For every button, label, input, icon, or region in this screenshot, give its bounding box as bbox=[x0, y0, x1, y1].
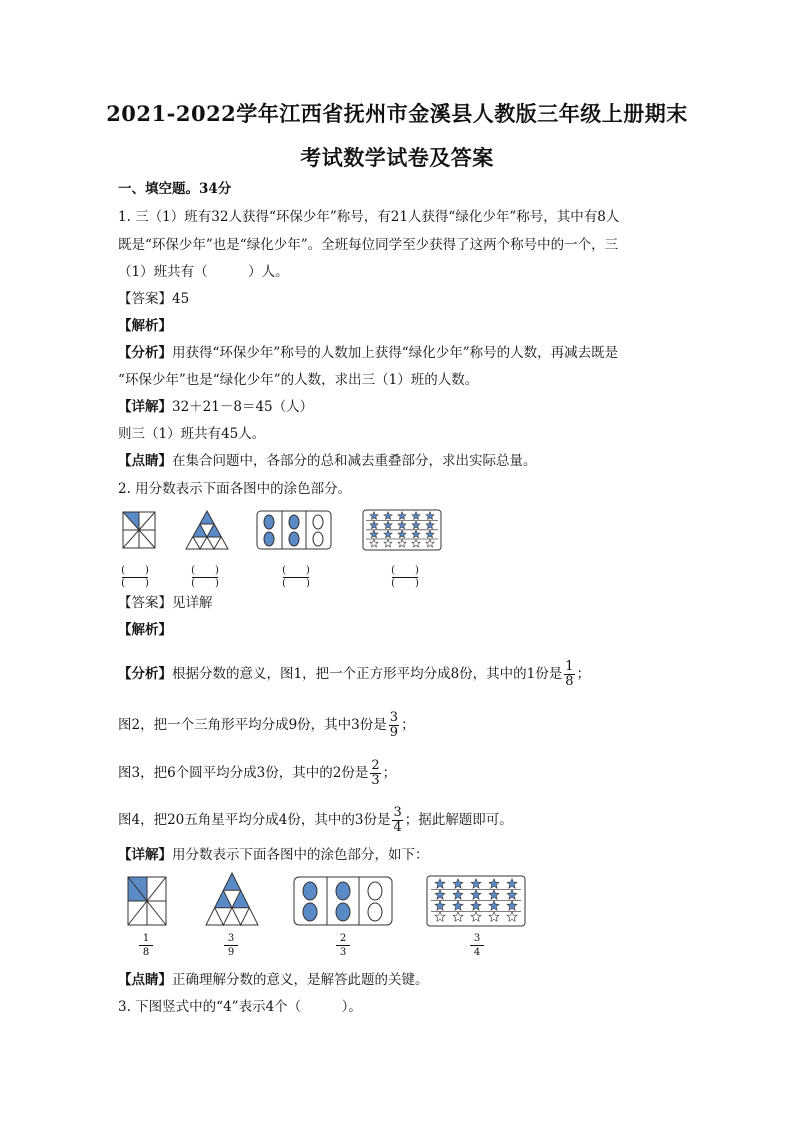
unshaded-star-icon bbox=[398, 539, 406, 547]
shaded-star-icon bbox=[398, 521, 406, 529]
q1-stem-line1: 1. 三（1）班有32人获得“环保少年”称号，有21人获得“绿化少年”称号，其中有8人 bbox=[118, 209, 620, 225]
q2-detail-fig2-triangle bbox=[205, 872, 259, 926]
shaded-star-icon bbox=[453, 879, 463, 888]
shaded-star-icon bbox=[398, 530, 406, 538]
q3-stem: 3. 下图竖式中的“4”表示4个（ ）。 bbox=[118, 999, 362, 1015]
unshaded-star-icon bbox=[489, 912, 499, 921]
unshaded-star-icon bbox=[507, 912, 517, 921]
unshaded-star-icon bbox=[435, 912, 445, 921]
q2-fig1-square bbox=[122, 511, 156, 549]
unshaded-star-icon bbox=[453, 912, 463, 921]
q2-fig3-circles bbox=[256, 510, 332, 550]
shaded-star-icon bbox=[453, 890, 463, 899]
shaded-star-icon bbox=[426, 512, 434, 520]
q2-detail-frac-1: 1 8 bbox=[136, 933, 156, 958]
q1-dianjing bbox=[118, 452, 537, 470]
q1-fenxi-line2: “环保少年”也是“绿化少年”的人数，求出三（1）班的人数。 bbox=[118, 372, 479, 388]
dianjing-text: 正确理解分数的意义，是解答此题的关键。 bbox=[172, 972, 429, 988]
q2-stem: 2. 用分数表示下面各图中的涂色部分。 bbox=[118, 481, 352, 497]
shaded-star-icon bbox=[412, 521, 420, 529]
q2-analysis-label: 【解析】 bbox=[118, 622, 172, 638]
shaded-star-icon bbox=[507, 901, 517, 910]
q2-blank-4[interactable]: ( ) ( ) bbox=[391, 565, 419, 589]
page-title-line1: 2021-2022学年江西省抚州市金溪县人教版三年级上册期末 bbox=[106, 101, 688, 126]
q1-fenxi-line1 bbox=[118, 344, 618, 362]
q2-fig2-triangle bbox=[185, 510, 229, 550]
shaded-star-icon bbox=[426, 530, 434, 538]
shaded-star-icon bbox=[471, 879, 481, 888]
q2-detail-fig3-circles bbox=[293, 876, 393, 926]
q1-analysis-label: 【解析】 bbox=[118, 318, 172, 334]
q2-detail-frac-2: 3 9 bbox=[221, 933, 241, 958]
page-title-line2: 考试数学试卷及答案 bbox=[300, 145, 494, 170]
fraction-3-4: $\frac{3}{4}$ bbox=[393, 805, 402, 835]
shaded-star-icon bbox=[370, 512, 378, 520]
shaded-star-icon bbox=[435, 890, 445, 899]
shaded-star-icon bbox=[370, 530, 378, 538]
q2-detail-fig1-square bbox=[127, 876, 167, 926]
q2-detail-frac-4: 3 4 bbox=[467, 933, 487, 958]
q2-fig4-stars bbox=[362, 509, 442, 551]
unshaded-star-icon bbox=[471, 912, 481, 921]
q2-fenxi-line4: 图4，把20五角星平均分成4份，其中的3份是 $\frac{3}{4}$ ；据此解题即可。 bbox=[118, 805, 513, 835]
fraction-1-8: $\frac{1}{8}$ bbox=[565, 659, 574, 689]
fenxi-text: 根据分数的意义，图1，把一个正方形平均分成8份，其中的1份是 bbox=[172, 666, 563, 682]
unshaded-star-icon bbox=[370, 539, 378, 547]
shaded-star-icon bbox=[489, 901, 499, 910]
dianjing-text: 在集合问题中，各部分的总和减去重叠部分，求出实际总量。 bbox=[172, 453, 537, 469]
q2-detail-fig4-stars bbox=[426, 875, 526, 927]
fraction-2-3: $\frac{2}{3}$ bbox=[371, 758, 380, 788]
q2-blank-2[interactable]: ( ) ( ) bbox=[191, 565, 219, 589]
dianjing-tag: 【点睛】 bbox=[118, 453, 172, 469]
q2-fenxi-line3: 图3，把6个圆平均分成3份，其中的2份是 $\frac{2}{3}$ ； bbox=[118, 758, 397, 788]
shaded-star-icon bbox=[507, 890, 517, 899]
shaded-star-icon bbox=[384, 530, 392, 538]
fenxi-text: 用获得“环保少年”称号的人数加上获得“绿化少年”称号的人数，再减去既是 bbox=[172, 345, 619, 361]
shaded-star-icon bbox=[412, 512, 420, 520]
q1-conclusion: 则三（1）班共有45人。 bbox=[118, 426, 266, 442]
shaded-star-icon bbox=[471, 890, 481, 899]
shaded-star-icon bbox=[412, 530, 420, 538]
unshaded-star-icon bbox=[384, 539, 392, 547]
q2-answer: 【答案】见详解 bbox=[118, 595, 213, 611]
fenxi-tag: 【分析】 bbox=[118, 345, 172, 361]
shaded-star-icon bbox=[384, 521, 392, 529]
shaded-star-icon bbox=[453, 901, 463, 910]
xiangjie-tag: 【详解】 bbox=[118, 399, 172, 415]
shaded-star-icon bbox=[370, 521, 378, 529]
shaded-star-icon bbox=[435, 901, 445, 910]
fraction-3-9: $\frac{3}{9}$ bbox=[389, 710, 399, 740]
shaded-star-icon bbox=[471, 901, 481, 910]
q2-xiangjie bbox=[118, 846, 429, 864]
shaded-star-icon bbox=[507, 879, 517, 888]
xiangjie-tag: 【详解】 bbox=[118, 847, 172, 863]
shaded-star-icon bbox=[398, 512, 406, 520]
q1-stem-line2: 既是“环保少年”也是“绿化少年”。全班每位同学至少获得了这两个称号中的一个，三 bbox=[118, 237, 619, 253]
xiangjie-text: 32＋21－8＝45（人） bbox=[172, 399, 314, 415]
shaded-star-icon bbox=[435, 879, 445, 888]
q2-blank-1[interactable]: ( ) ( ) bbox=[121, 565, 149, 589]
q2-dianjing bbox=[118, 971, 429, 989]
unshaded-star-icon bbox=[412, 539, 420, 547]
unshaded-star-icon bbox=[426, 539, 434, 547]
q2-detail-frac-3: 2 3 bbox=[333, 933, 353, 958]
shaded-star-icon bbox=[426, 521, 434, 529]
xiangjie-text: 用分数表示下面各图中的涂色部分，如下： bbox=[172, 847, 429, 863]
section-heading: 一、填空题。34分 bbox=[118, 181, 232, 197]
q2-blank-3[interactable]: ( ) ( ) bbox=[282, 565, 310, 589]
fenxi-tag: 【分析】 bbox=[118, 666, 172, 682]
shaded-star-icon bbox=[489, 890, 499, 899]
dianjing-tag: 【点睛】 bbox=[118, 972, 172, 988]
shaded-star-icon bbox=[489, 879, 499, 888]
q2-fenxi-line1: 【分析】根据分数的意义，图1，把一个正方形平均分成8份，其中的1份是 $\frac{1}{8}$ ； bbox=[118, 659, 591, 689]
q2-fenxi-line2: 图2，把一个三角形平均分成9份，其中3份是 $\frac{3}{9}$ ； bbox=[118, 710, 415, 740]
q1-answer: 【答案】45 bbox=[118, 291, 190, 307]
shaded-star-icon bbox=[384, 512, 392, 520]
q1-stem-line3: （1）班共有（ ）人。 bbox=[118, 264, 289, 280]
q1-xiangjie bbox=[118, 398, 313, 416]
